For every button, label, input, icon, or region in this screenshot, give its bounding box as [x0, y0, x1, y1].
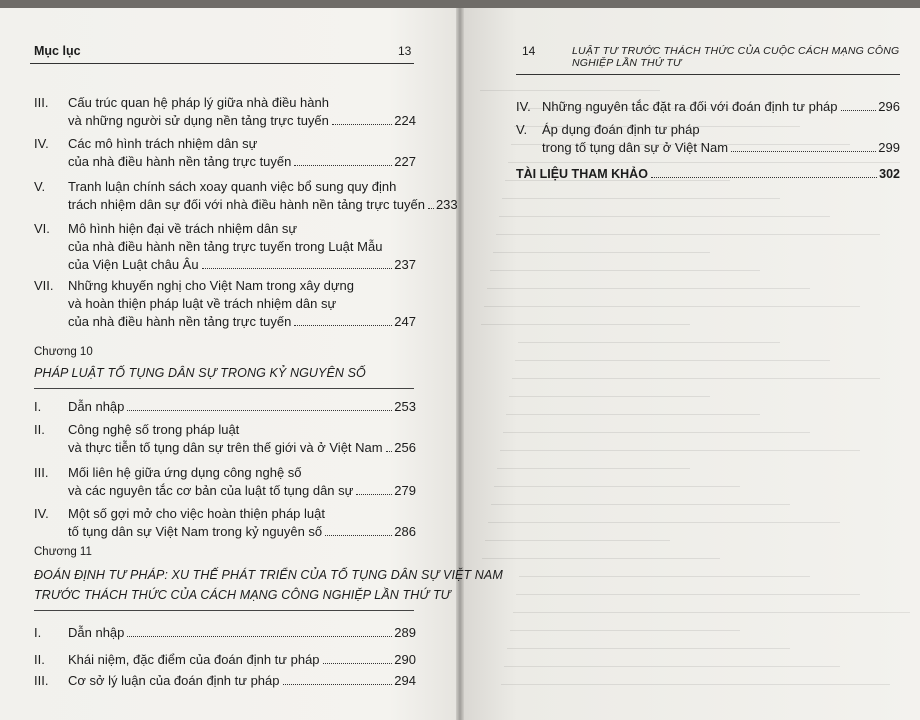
chapter-11-title-line2: TRƯỚC THÁCH THỨC CỦA CÁCH MẠNG CÔNG NGHIỆP LẦN THỨ TƯ — [34, 588, 451, 602]
toc-entry-text: Những khuyến nghị cho Việt Nam trong xây dựng — [68, 278, 354, 293]
toc-entry-text: và hoàn thiện pháp luật về trách nhiệm dân sự — [68, 296, 337, 311]
toc-entry-page: 237 — [394, 257, 416, 272]
toc-entry-text: Dẫn nhập — [68, 625, 125, 640]
toc-entry-text: Cơ sở lý luận của đoán định tư pháp — [68, 673, 280, 688]
leader-dots — [325, 535, 392, 536]
toc-entry-number: II. — [34, 652, 45, 667]
toc-entry-number: III. — [34, 95, 49, 110]
toc-entry-page: 290 — [394, 652, 416, 667]
leader-dots — [332, 124, 392, 125]
toc-entry-text: Những nguyên tắc đặt ra đối với đoán định tư pháp — [542, 99, 838, 114]
references-label: TÀI LIỆU THAM KHẢO — [516, 167, 648, 181]
toc-entry-text: trong tố tụng dân sự ở Việt Nam — [542, 140, 729, 155]
chapter-10-label: Chương 10 — [34, 346, 93, 358]
leader-dots — [841, 110, 877, 111]
toc-entry-text: Cấu trúc quan hệ pháp lý giữa nhà điều hành — [68, 95, 329, 110]
toc-entry-page: 294 — [394, 673, 416, 688]
toc-entry-page: 299 — [878, 140, 900, 155]
toc-entry-page: 233 — [435, 197, 458, 212]
toc-entry-number: IV. — [34, 136, 49, 151]
leader-dots — [428, 208, 434, 209]
toc-entry-number: II. — [34, 422, 45, 437]
left-header-rule — [30, 63, 414, 64]
chapter-11-rule — [34, 610, 414, 611]
toc-entry-number: IV. — [34, 506, 49, 521]
toc-entry-page: 253 — [394, 399, 416, 414]
left-page-number: 13 — [398, 44, 412, 58]
leader-dots — [323, 663, 393, 664]
toc-entry-text: tố tụng dân sự Việt Nam trong kỷ nguyên số — [68, 524, 323, 539]
toc-entry-page: 286 — [394, 524, 416, 539]
toc-entry-text: trách nhiệm dân sự đối với nhà điều hành nền tảng trực tuyến — [68, 197, 425, 212]
toc-entry-number: I. — [34, 625, 42, 640]
leader-dots — [202, 268, 393, 269]
leader-dots — [294, 165, 392, 166]
toc-entry-text: Áp dụng đoán định tư pháp — [542, 122, 700, 137]
toc-entry-number: VI. — [34, 221, 50, 236]
chapter-11-label: Chương 11 — [34, 546, 92, 558]
references-entry — [516, 165, 900, 183]
toc-entry-number: IV. — [516, 99, 531, 114]
toc-entry-text: Dẫn nhập — [68, 399, 125, 414]
toc-entry-text: Tranh luận chính sách xoay quanh việc bổ sung quy định — [68, 179, 397, 194]
references-page: 302 — [879, 167, 900, 181]
toc-entry-number: V. — [34, 179, 46, 194]
right-header-title: LUẬT TƯ TRƯỚC THÁCH THỨC CỦA CUỘC CÁCH MẠNG CÔNG NGHIỆP LẦN THỨ TƯ — [572, 45, 900, 69]
toc-entry-text: và thực tiễn tố tụng dân sự trên thế giới và ở Việt Nam — [68, 440, 383, 455]
toc-entry-text: Công nghệ số trong pháp luật — [68, 422, 240, 437]
toc-entry-page: 289 — [394, 625, 416, 640]
toc-entry-number: III. — [34, 673, 49, 688]
leader-dots — [127, 410, 392, 411]
toc-entry-text: của nhà điều hành nền tảng trực tuyến — [68, 154, 292, 169]
book-gutter — [456, 8, 464, 720]
chapter-10-rule — [34, 388, 414, 389]
toc-entry-page: 224 — [394, 113, 416, 128]
toc-entry-text: và những người sử dụng nền tảng trực tuyến — [68, 113, 329, 128]
right-header-rule — [516, 74, 900, 75]
leader-dots — [294, 325, 392, 326]
toc-entry-text: Một số gợi mở cho việc hoàn thiện pháp luật — [68, 506, 325, 521]
toc-entry-page: 256 — [394, 440, 416, 455]
toc-entry-page: 227 — [394, 154, 416, 169]
leader-dots — [356, 494, 392, 495]
right-page-number: 14 — [522, 44, 536, 58]
toc-entry-number: VII. — [34, 278, 54, 293]
toc-entry-page: 247 — [394, 314, 416, 329]
chapter-10-title: PHÁP LUẬT TỐ TỤNG DÂN SỰ TRONG KỶ NGUYÊN SỐ — [34, 366, 366, 380]
toc-entry-text: của Viện Luật châu Âu — [68, 257, 199, 272]
toc-entry-number: III. — [34, 465, 49, 480]
leader-dots — [651, 177, 877, 178]
toc-entry-page: 296 — [878, 99, 900, 114]
toc-entry-text: Khái niệm, đặc điểm của đoán định tư pháp — [68, 652, 320, 667]
toc-entry-number: I. — [34, 399, 42, 414]
toc-entry-text: Các mô hình trách nhiệm dân sự — [68, 136, 258, 151]
toc-entry-text: của nhà điều hành nền tảng trực tuyến — [68, 314, 292, 329]
toc-entry-page: 279 — [394, 483, 416, 498]
toc-entry-text: và các nguyên tắc cơ bản của luật tố tụng dân sự — [68, 483, 354, 498]
toc-entry-text: của nhà điều hành nền tảng trực tuyến trong Luật Mẫu — [68, 239, 383, 254]
leader-dots — [386, 451, 393, 452]
left-header-title: Mục lục — [34, 44, 81, 58]
toc-entry-number: V. — [516, 122, 528, 137]
chapter-11-title-line1: ĐOÁN ĐỊNH TƯ PHÁP: XU THẾ PHÁT TRIỂN CỦA TỐ TỤNG DÂN SỰ VIỆT NAM — [34, 568, 503, 582]
toc-entry-text: Mô hình hiện đại về trách nhiệm dân sự — [68, 221, 298, 236]
leader-dots — [731, 151, 876, 152]
leader-dots — [127, 636, 392, 637]
toc-entry-text: Mối liên hệ giữa ứng dụng công nghệ số — [68, 465, 302, 480]
leader-dots — [283, 684, 393, 685]
